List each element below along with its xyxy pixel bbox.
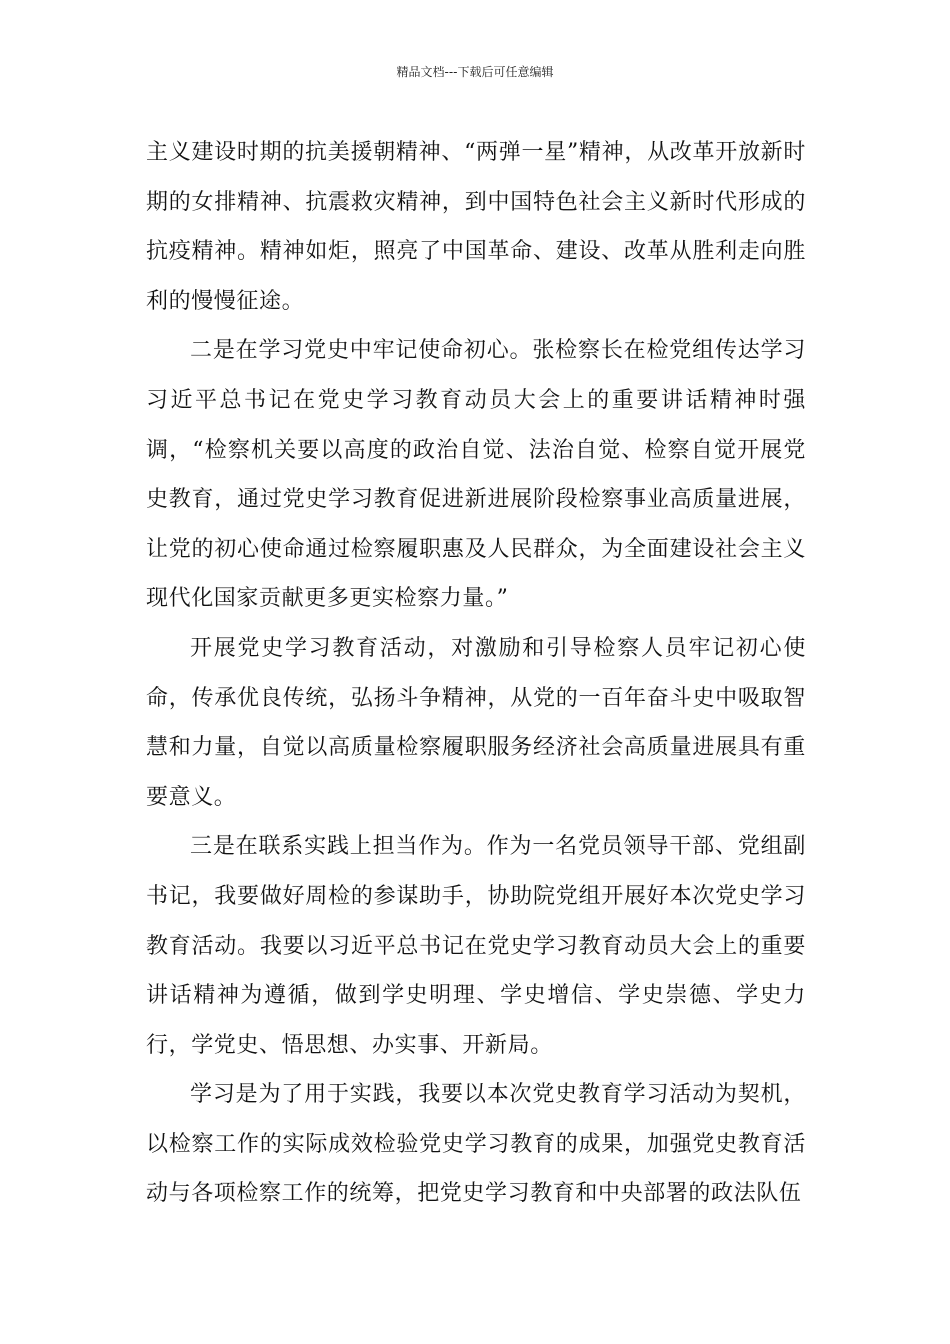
paragraph-5: 学习是为了用于实践，我要以本次党史教育学习活动为契机，以检察工作的实际成效检验党史学习教育的成果，加强党史教育活动与各项检察工作的统筹，把党史学习教育和中央部署的政法队伍 — [146, 1082, 806, 1207]
paragraph-3: 开展党史学习教育活动，对激励和引导检察人员牢记初心使命，传承优良传统，弘扬斗争精神，从党的一百年奋斗史中吸取智慧和力量，自觉以高质量检察履职服务经济社会高质量进展具有重要意义。 — [146, 635, 806, 810]
paragraph-2: 二是在学习党史中牢记使命初心。张检察长在检党组传达学习习近平总书记在党史学习教育动员大会上的重要讲话精神时强调，“检察机关要以高度的政治自觉、法治自觉、检察自觉开展党史教育，通过党史学习教育促进新进展阶段检察事业高质量进展，让党的初心使命通过检察履职惠及人民群众，为全面建设社会主义现代化国家贡献更多更实检察力量。” — [146, 338, 806, 612]
running-header: 精品文档---下载后可任意编辑 — [396, 65, 554, 79]
body-text — [146, 128, 806, 1219]
paragraph-4: 三是在联系实践上担当作为。作为一名党员领导干部、党组副书记，我要做好周检的参谋助手，协助院党组开展好本次党史学习教育活动。我要以习近平总书记在党史学习教育动员大会上的重要讲话精神为遵循，做到学史明理、学史增信、学史崇德、学史力行，学党史、悟思想、办实事、开新局。 — [146, 834, 806, 1058]
paragraph-1: 主义建设时期的抗美援朝精神、“两弹一星”精神，从改革开放新时期的女排精神、抗震救灾精神，到中国特色社会主义新时代形成的抗疫精神。精神如炬，照亮了中国革命、建设、改革从胜利走向胜利的慢慢征途。 — [146, 140, 806, 314]
